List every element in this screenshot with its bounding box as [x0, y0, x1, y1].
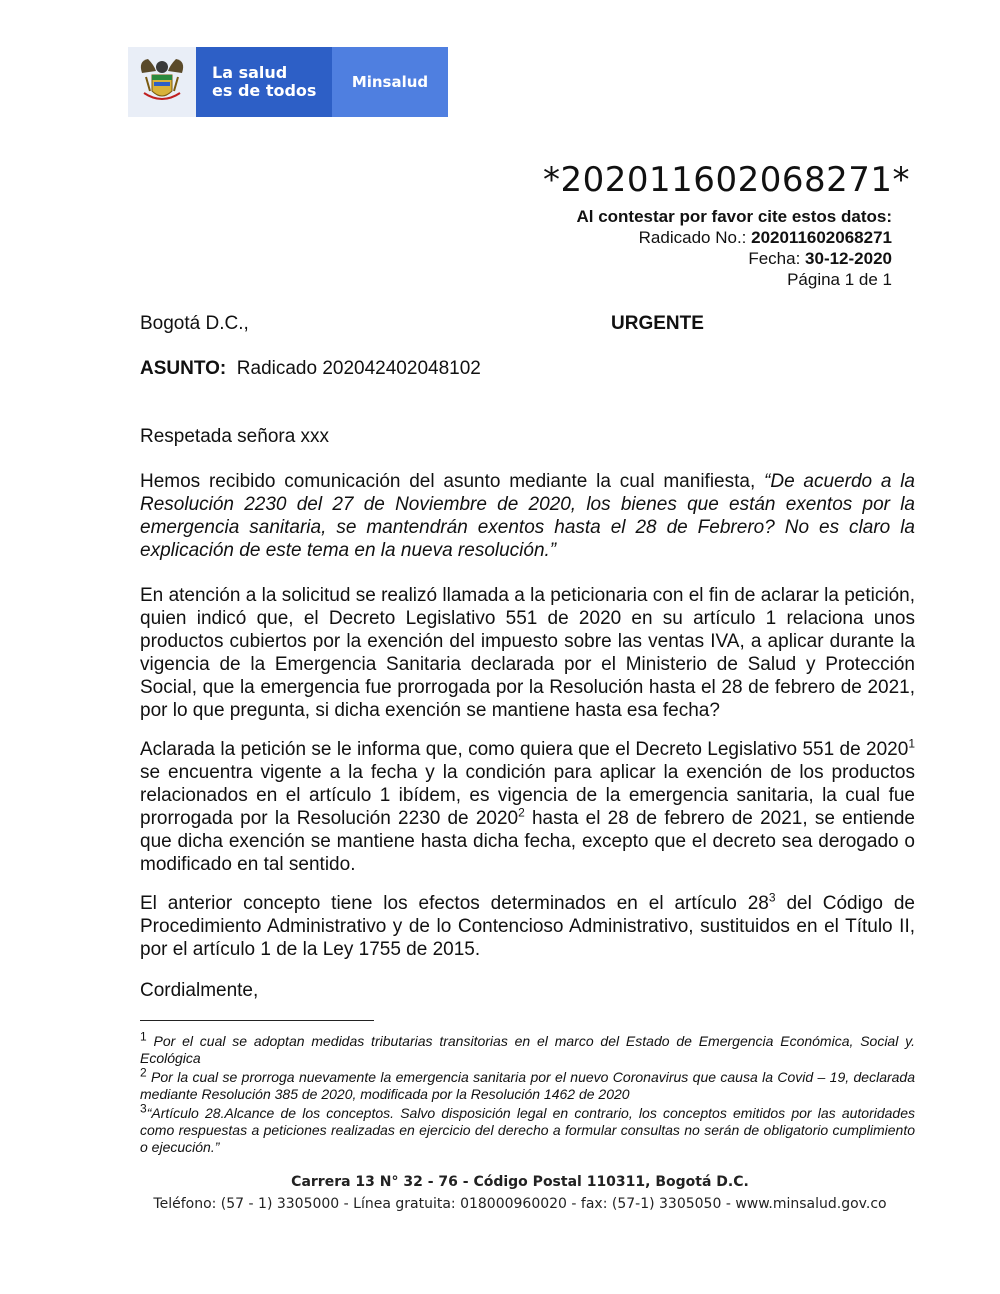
paragraph-4 [140, 892, 915, 961]
paragraph-4-part-a: El anterior concepto tiene los efectos determinados en el artículo 28 [140, 893, 769, 914]
paragraph-3 [140, 738, 915, 876]
fecha-value: 30-12-2020 [805, 249, 892, 268]
footnote-ref-2: 2 [518, 805, 525, 820]
radicado-value: 202011602068271 [751, 228, 892, 247]
logo-brand: Minsalud [332, 47, 448, 117]
urgent-label: URGENTE [611, 313, 704, 334]
subject-line [140, 358, 481, 380]
radicado-label: Radicado No.: [638, 228, 752, 247]
paragraph-1-lead: Hemos recibido comunicación del asunto mediante la cual manifiesta, [140, 471, 765, 492]
footnote-divider [140, 1020, 374, 1021]
footer-contact: Teléfono: (57 - 1) 3305000 - Línea gratuita: 018000960020 - fax: (57-1) 3305050 - www.minsalud.gov.co [153, 1196, 887, 1212]
footnote-ref-3: 3 [768, 890, 776, 905]
footnote-2 [140, 1065, 915, 1103]
logo-line2: es de todos [212, 81, 317, 100]
fecha-label: Fecha: [748, 249, 806, 268]
subject-value: Radicado 202042402048102 [236, 358, 481, 379]
footnote-ref-1: 1 [908, 736, 915, 751]
footnote-3-text: “Artículo 28.Alcance de los conceptos. Salvo disposición legal en contrario, los conceptos emitidos por las autoridades como respuestas a peticiones realizadas en ejercicio del derecho a formular consultas no serán de obligatorio cumplimiento o ejecución.” [140, 1105, 915, 1155]
footnotes [140, 1029, 915, 1158]
footnote-2-text: Por la cual se prorroga nuevamente la emergencia sanitaria por el nuevo Coronavirus que causa la Covid – 19, declarada mediante Resolución 385 de 2020, modificada por la Resolución 1462 de 2020 [140, 1069, 915, 1102]
paragraph-3-part-b: se encuentra vigente a la fecha y la condición para aplicar la exención de los productos relacionados en el artículo 1 ibídem, es vigencia de la emergencia sanitaria, la cual fue prorrogada por la Resolución 2230 de 2020 [140, 762, 915, 829]
paragraph-2: En atención a la solicitud se realizó llamada a la peticionaria con el fin de aclarar la petición, quien indicó que, el Decreto Legislativo 551 de 2020 en su artículo 1 relaciona unos productos cubiertos por la exención del impuesto sobre las ventas IVA, a aplicar durante la vigencia de la Emergencia Sanitaria declarada por el Ministerio de Salud y Protección Social, que la emergencia fue prorrogada por la Resolución hasta el 28 de febrero de 2021, por lo que pregunta, si dicha exención se mantiene hasta esa fecha? [140, 585, 915, 721]
paragraph-3-part-c: hasta el 28 de febrero de 2021, se entiende que dicha exención se mantiene hasta dicha fecha, excepto que el decreto sea derogado o modificado en tal sentido. [140, 808, 915, 875]
logo-line1: La salud [212, 63, 288, 82]
closing: Cordialmente, [140, 980, 259, 1001]
cite-instruction: Al contestar por favor cite estos datos: [576, 207, 892, 226]
page-number: Página 1 de 1 [787, 270, 892, 289]
logo-slogan [196, 47, 332, 117]
footnote-1 [140, 1029, 915, 1067]
paragraph-4-part-b: del Código de Procedimiento Administrativo y de lo Contencioso Administrativo, sustituidos en el Título II, por el artículo 1 de la Ley 1755 de 2015. [140, 893, 915, 960]
footnote-1-number: 1 [140, 1029, 147, 1044]
subject-label: ASUNTO: [140, 358, 227, 379]
footnote-2-number: 2 [140, 1065, 147, 1080]
paragraph-3-part-a: Aclarada la petición se le informa que, como quiera que el Decreto Legislativo 551 de 2020 [140, 739, 909, 760]
footnote-3 [140, 1101, 915, 1156]
city-line: Bogotá D.C., [140, 313, 249, 334]
minsalud-logo [128, 47, 448, 117]
footer-address: Carrera 13 N° 32 - 76 - Código Postal 110311, Bogotá D.C. [291, 1174, 749, 1190]
coat-of-arms-icon [128, 47, 196, 117]
radicado-code: *202011602068271* [543, 160, 910, 200]
fecha [748, 249, 892, 269]
radicado-number [639, 228, 892, 248]
greeting: Respetada señora xxx [140, 426, 330, 447]
paragraph-1-quote: “De acuerdo a la Resolución 2230 del 27 de Noviembre de 2020, los bienes que están exentos por la emergencia sanitaria, se mantendrán exentos hasta el 28 de Febrero? No es claro la explicación de este tema en la nueva resolución.” [140, 471, 915, 561]
footnote-3-number: 3 [140, 1101, 147, 1116]
paragraph-1 [140, 470, 915, 562]
footnote-1-text: Por el cual se adoptan medidas tributarias transitorias en el marco del Estado de Emergencia Económica, Social y. Ecológica [140, 1033, 915, 1066]
